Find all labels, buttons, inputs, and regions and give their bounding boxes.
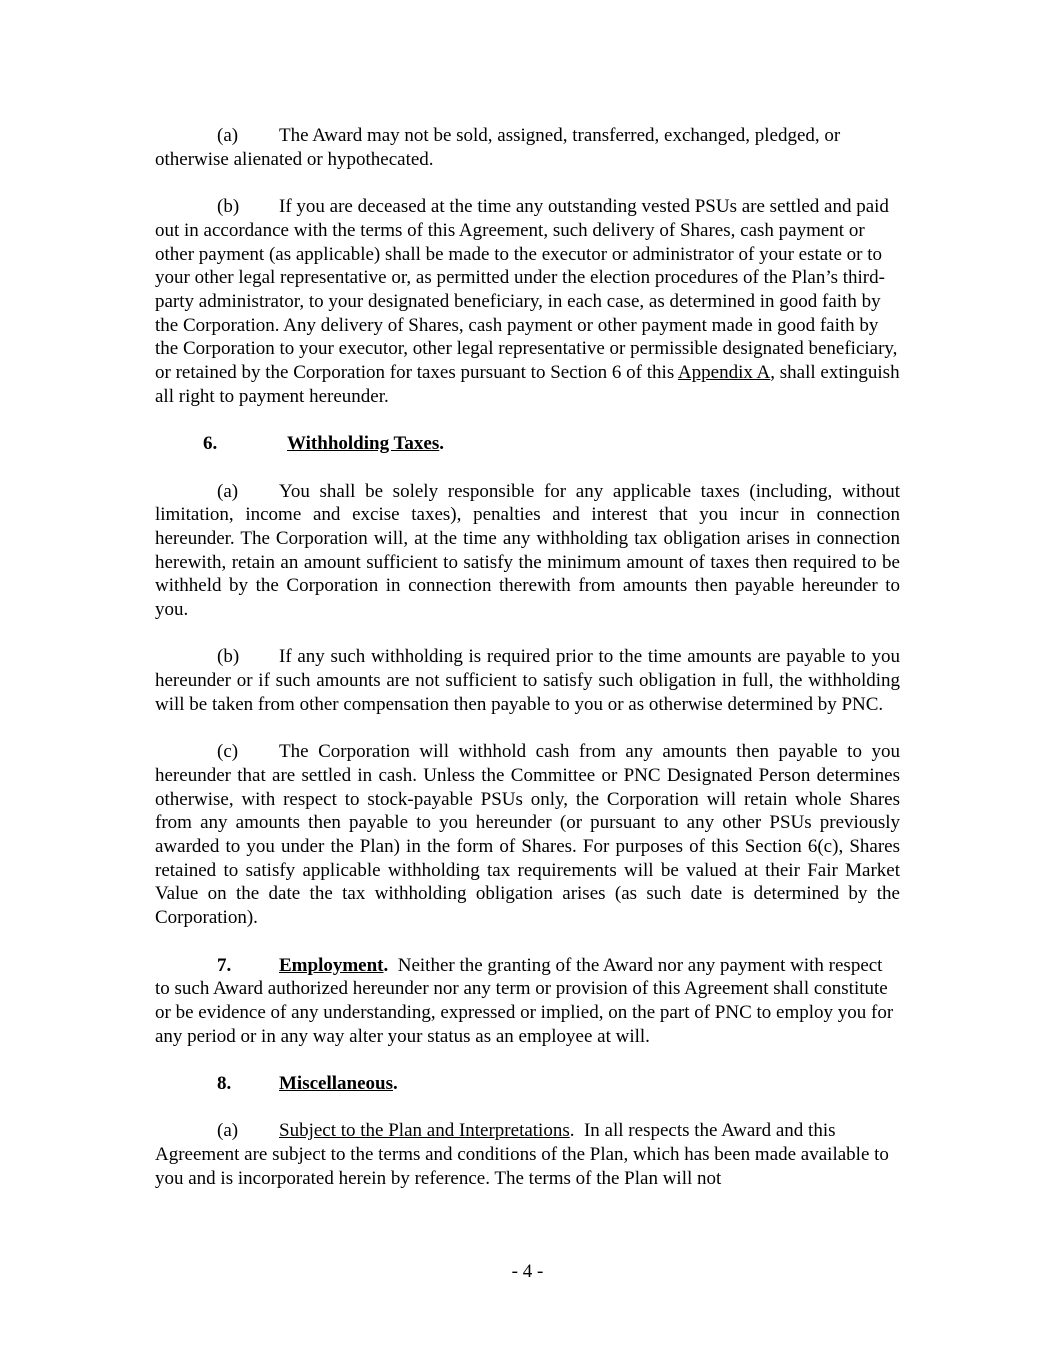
- section-title-period: .: [393, 1073, 398, 1095]
- paragraph-text: If you are deceased at the time any outstanding vested PSUs are settled and paid out in accordance with the terms of this Agreement, such delivery of Shares, cash payment or other payment (as applicable) shall be made to the executor or administrator of your estate or to your other legal representative or, as permitted under the election procedures of the Plan’s third-party administrator, to your designated beneficiary, in each case, as determined in good faith by the Corporation. Any delivery of Shares, cash payment or other payment made in good faith by the Corporation to your executor, other legal representative or permissible designated beneficiary, or retained by the Corporation for taxes pursuant to Section 6 of this: [155, 196, 898, 384]
- paragraph-6b: [155, 645, 900, 716]
- paragraph-label: (a): [217, 125, 239, 146]
- section-number: 6.: [203, 433, 218, 455]
- section-number: 8.: [217, 1073, 232, 1095]
- section-title: Employment: [279, 954, 384, 976]
- page-body: [155, 124, 900, 1214]
- paragraph-text: In all respects the Award and this Agreement are subject to the terms and conditions of the Plan, which has been made available to you and is incorporated herein by reference. The terms of the Plan will not: [155, 1120, 889, 1189]
- paragraph-5a: [155, 124, 900, 171]
- section-title-period: .: [383, 954, 389, 976]
- appendix-a-reference: Appendix A: [677, 362, 771, 384]
- paragraph-6a: [155, 480, 900, 622]
- section-number: 7.: [217, 954, 232, 976]
- paragraph-text: The Award may not be sold, assigned, transferred, exchanged, pledged, or otherwise alienated or hypothecated.: [155, 125, 841, 170]
- section-title: Withholding Taxes: [287, 433, 440, 455]
- paragraph-text: You shall be solely responsible for any applicable taxes (including, without limitation, income and excise taxes), penalties and interest that you incur in connection hereunder. The Corporation will, at the time any withholding tax obligation arises in connection herewith, retain an amount sufficient to satisfy the minimum amount of taxes then required to be withheld by the Corporation in connection therewith from amounts then payable hereunder to you.: [155, 480, 900, 621]
- section-heading-6: [155, 432, 900, 456]
- paragraph-label: (a): [217, 1120, 239, 1142]
- paragraph-text: If any such withholding is required prior to the time amounts are payable to you hereunder or if such amounts are not sufficient to satisfy such obligation in full, the withholding will be taken from other compensation then payable to you or as otherwise determined by PNC.: [155, 646, 900, 715]
- paragraph-8a: [155, 1119, 900, 1190]
- paragraph-text: The Corporation will withhold cash from any amounts then payable to you hereunder that are settled in cash. Unless the Committee or PNC Designated Person determines otherwise, with respect to stock-payable PSUs only, the Corporation will retain whole Shares from any amounts then payable to you hereunder (or pursuant to any other PSUs previously awarded to you under the Plan) in the form of Shares. For purposes of this Section 6(c), Shares retained to satisfy applicable withholding tax requirements will be valued at their Fair Market Value on the date the tax withholding obligation arises (as such date is determined by the Corporation).: [155, 741, 900, 929]
- paragraph-label: (b): [217, 646, 240, 668]
- paragraph-label: (c): [217, 741, 239, 763]
- section-title-period: .: [439, 433, 445, 455]
- paragraph-label: (b): [217, 196, 240, 218]
- paragraph-subtitle: Subject to the Plan and Interpretations: [279, 1120, 570, 1142]
- paragraph-text: Neither the granting of the Award nor any payment with respect to such Award authorized hereunder nor any term or provision of this Agreement shall constitute or be evidence of any understanding, expressed or implied, on the part of PNC to employ you for any period or in any way alter your status as an employee at will.: [155, 954, 894, 1047]
- paragraph-text-end: , shall extinguish all right to payment hereunder.: [155, 362, 900, 407]
- section-title: Miscellaneous: [279, 1073, 393, 1095]
- paragraph-7: [155, 954, 900, 1049]
- section-heading-8: [155, 1072, 900, 1096]
- paragraph-6c: [155, 740, 900, 930]
- paragraph-subtitle-period: .: [569, 1120, 575, 1142]
- paragraph-label: (a): [217, 480, 239, 502]
- page-number: - 4 -: [511, 1261, 544, 1282]
- paragraph-5b: [155, 195, 900, 408]
